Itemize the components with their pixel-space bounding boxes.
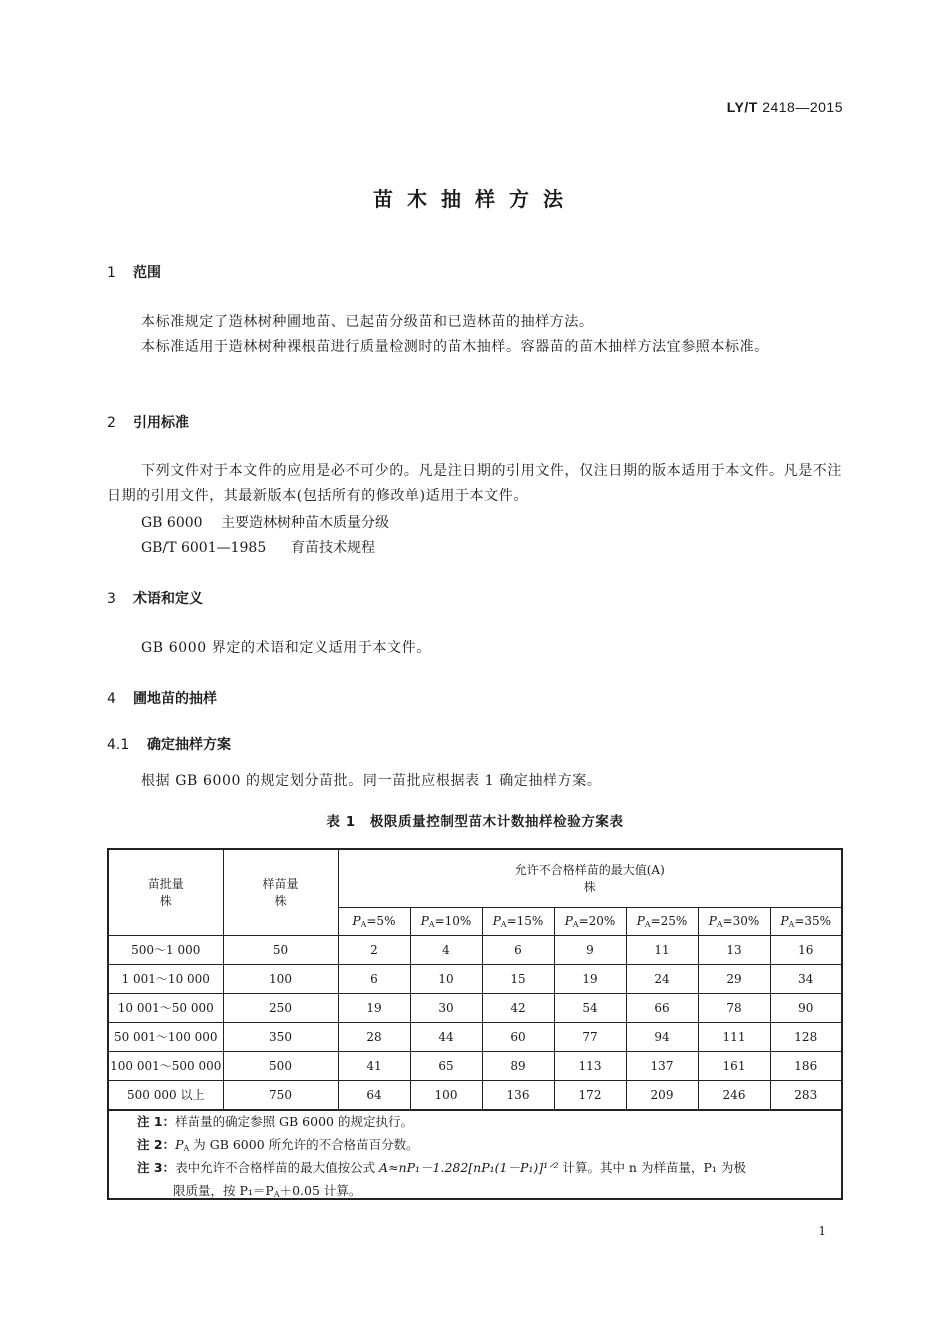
section-1-paragraph-2: 本标准适用于造林树种裸根苗进行质量检测时的苗木抽样。容器苗的苗木抽样方法宜参照本标准。 [141,339,769,355]
max-nonconforming-cell: 9 [554,935,626,964]
max-nonconforming-header-unit: 株 [583,880,596,895]
section-4-1-heading [107,734,231,754]
page-number: 1 [818,1224,826,1238]
pa-header: $P_A=5\%$ [338,907,410,935]
max-nonconforming-cell: 30 [410,993,482,1022]
section-4-1-number: 4.1 [107,737,130,753]
table-row [108,1080,842,1110]
max-nonconforming-cell: 2 [338,935,410,964]
max-nonconforming-cell: 19 [338,993,410,1022]
max-nonconforming-cell: 41 [338,1051,410,1080]
max-nonconforming-cell: 137 [626,1051,698,1080]
max-nonconforming-cell: 60 [482,1022,554,1051]
table-notes [107,1108,843,1200]
max-nonconforming-cell: 90 [770,993,842,1022]
section-2-heading [107,412,189,432]
pa-header: $P_A=15\%$ [482,907,554,935]
max-nonconforming-cell: 29 [698,964,770,993]
sampling-plan-table [107,848,843,1111]
section-1-heading [107,262,161,282]
lot-size-cell: 100 001～500 000 [108,1051,223,1080]
sample-size-cell: 500 [223,1051,338,1080]
max-nonconforming-cell: 136 [482,1080,554,1110]
max-nonconforming-cell: 64 [338,1080,410,1110]
lot-size-cell: 10 001～50 000 [108,993,223,1022]
pa-header: $P_A=20\%$ [554,907,626,935]
max-nonconforming-cell: 172 [554,1080,626,1110]
section-1-paragraph-1: 本标准规定了造林树种圃地苗、已起苗分级苗和已造林苗的抽样方法。 [141,314,594,330]
note-2-label: 注 2： [137,1137,176,1152]
note-1-label: 注 1： [137,1114,176,1129]
sample-size-header-label: 样苗量 [262,877,299,892]
max-nonconforming-cell: 6 [482,935,554,964]
lot-size-header-label: 苗批量 [147,877,184,892]
max-nonconforming-cell: 10 [410,964,482,993]
note-1-text: 样苗量的确定参照 GB 6000 的规定执行。 [175,1114,413,1129]
lot-size-cell: 1 001～10 000 [108,964,223,993]
max-nonconforming-cell: 42 [482,993,554,1022]
max-nonconforming-cell: 209 [626,1080,698,1110]
max-nonconforming-cell: 100 [410,1080,482,1110]
reference-item [141,512,389,532]
section-2-number: 2 [107,415,116,431]
section-4-heading [107,688,217,708]
note-2: 注 2：$P_A$ 为 GB 6000 所允许的不合格苗百分数。 [137,1137,419,1153]
lot-size-header [108,849,223,935]
max-nonconforming-cell: 283 [770,1080,842,1110]
table-row [108,993,842,1022]
sample-size-header-unit: 株 [274,894,287,909]
lot-size-cell: 500 000 以上 [108,1080,223,1110]
max-nonconforming-cell: 16 [770,935,842,964]
max-nonconforming-header [338,849,842,907]
max-nonconforming-cell: 19 [554,964,626,993]
note-3-formula: A≈nP₁－1.282[nP₁(1－P₁)]¹ᐟ² [379,1160,559,1175]
max-nonconforming-cell: 13 [698,935,770,964]
max-nonconforming-cell: 89 [482,1051,554,1080]
max-nonconforming-cell: 54 [554,993,626,1022]
sample-size-header [223,849,338,935]
section-3-heading [107,588,203,608]
section-2-title: 引用标准 [133,415,189,431]
pa-header: $P_A=10\%$ [410,907,482,935]
sample-size-cell: 350 [223,1022,338,1051]
section-4-number: 4 [107,691,116,707]
max-nonconforming-cell: 6 [338,964,410,993]
note-3-continuation: 限质量，按 $P_1=P_A+0.05$ 计算。 [173,1183,362,1199]
max-nonconforming-header-label: 允许不合格样苗的最大值(A) [514,863,665,878]
sample-size-cell: 50 [223,935,338,964]
max-nonconforming-cell: 11 [626,935,698,964]
section-3-title: 术语和定义 [133,591,203,607]
max-nonconforming-cell: 24 [626,964,698,993]
max-nonconforming-cell: 77 [554,1022,626,1051]
sample-size-cell: 750 [223,1080,338,1110]
note-3: 注 3：表中允许不合格样苗的最大值按公式 A≈nP₁－1.282[nP₁(1－P₁)]¹ᐟ² 计算。其中 n 为样苗量，P₁ 为极 [137,1160,746,1175]
section-4-title: 圃地苗的抽样 [133,691,217,707]
max-nonconforming-cell: 15 [482,964,554,993]
max-nonconforming-cell: 94 [626,1022,698,1051]
note-3-label: 注 3： [137,1160,176,1175]
section-3-number: 3 [107,591,116,607]
sample-size-cell: 250 [223,993,338,1022]
section-4-1-paragraph: 根据 GB 6000 的规定划分苗批。同一苗批应根据表 1 确定抽样方案。 [141,773,602,789]
max-nonconforming-cell: 246 [698,1080,770,1110]
max-nonconforming-cell: 66 [626,993,698,1022]
table-row [108,964,842,993]
max-nonconforming-cell: 4 [410,935,482,964]
table-body [108,935,842,1110]
doc-number-rest: 2418—2015 [757,99,843,115]
section-2-paragraph-1: 下列文件对于本文件的应用是必不可少的。凡是注日期的引用文件，仅注日期的版本适用于本文件。凡是不注日期的引用文件，其最新版本(包括所有的修改单)适用于本文件。 [107,463,842,504]
max-nonconforming-cell: 186 [770,1051,842,1080]
max-nonconforming-cell: 65 [410,1051,482,1080]
max-nonconforming-cell: 161 [698,1051,770,1080]
reference-name: 主要造林树种苗木质量分级 [221,515,389,531]
section-1-number: 1 [107,265,116,281]
table-caption: 表 1 极限质量控制型苗木计数抽样检验方案表 [326,814,624,830]
pa-header: $P_A=30\%$ [698,907,770,935]
note-2-text: 为 GB 6000 所允许的不合格苗百分数。 [189,1137,419,1152]
section-1-title: 范围 [133,265,161,281]
document-number [727,99,843,115]
max-nonconforming-cell: 34 [770,964,842,993]
lot-size-cell: 500～1 000 [108,935,223,964]
reference-name: 育苗技术规程 [291,540,375,556]
max-nonconforming-cell: 28 [338,1022,410,1051]
section-3-paragraph-1: GB 6000 界定的术语和定义适用于本文件。 [141,640,431,656]
max-nonconforming-cell: 111 [698,1022,770,1051]
reference-code: GB/T 6001—1985 [141,540,267,556]
lot-size-cell: 50 001～100 000 [108,1022,223,1051]
table-row [108,1022,842,1051]
lot-size-header-unit: 株 [159,894,172,909]
pa-header: $P_A=25\%$ [626,907,698,935]
reference-code: GB 6000 [141,515,203,531]
max-nonconforming-cell: 78 [698,993,770,1022]
pa-header: $P_A=35\%$ [770,907,842,935]
doc-number-prefix: LY/T [726,99,758,115]
note-1 [137,1112,413,1130]
max-nonconforming-cell: 113 [554,1051,626,1080]
section-4-1-title: 确定抽样方案 [147,737,231,753]
reference-item [141,537,375,557]
sample-size-cell: 100 [223,964,338,993]
table-row [108,935,842,964]
table-row [108,1051,842,1080]
max-nonconforming-cell: 128 [770,1022,842,1051]
max-nonconforming-cell: 44 [410,1022,482,1051]
page-title: 苗木抽样方法 [373,187,577,211]
